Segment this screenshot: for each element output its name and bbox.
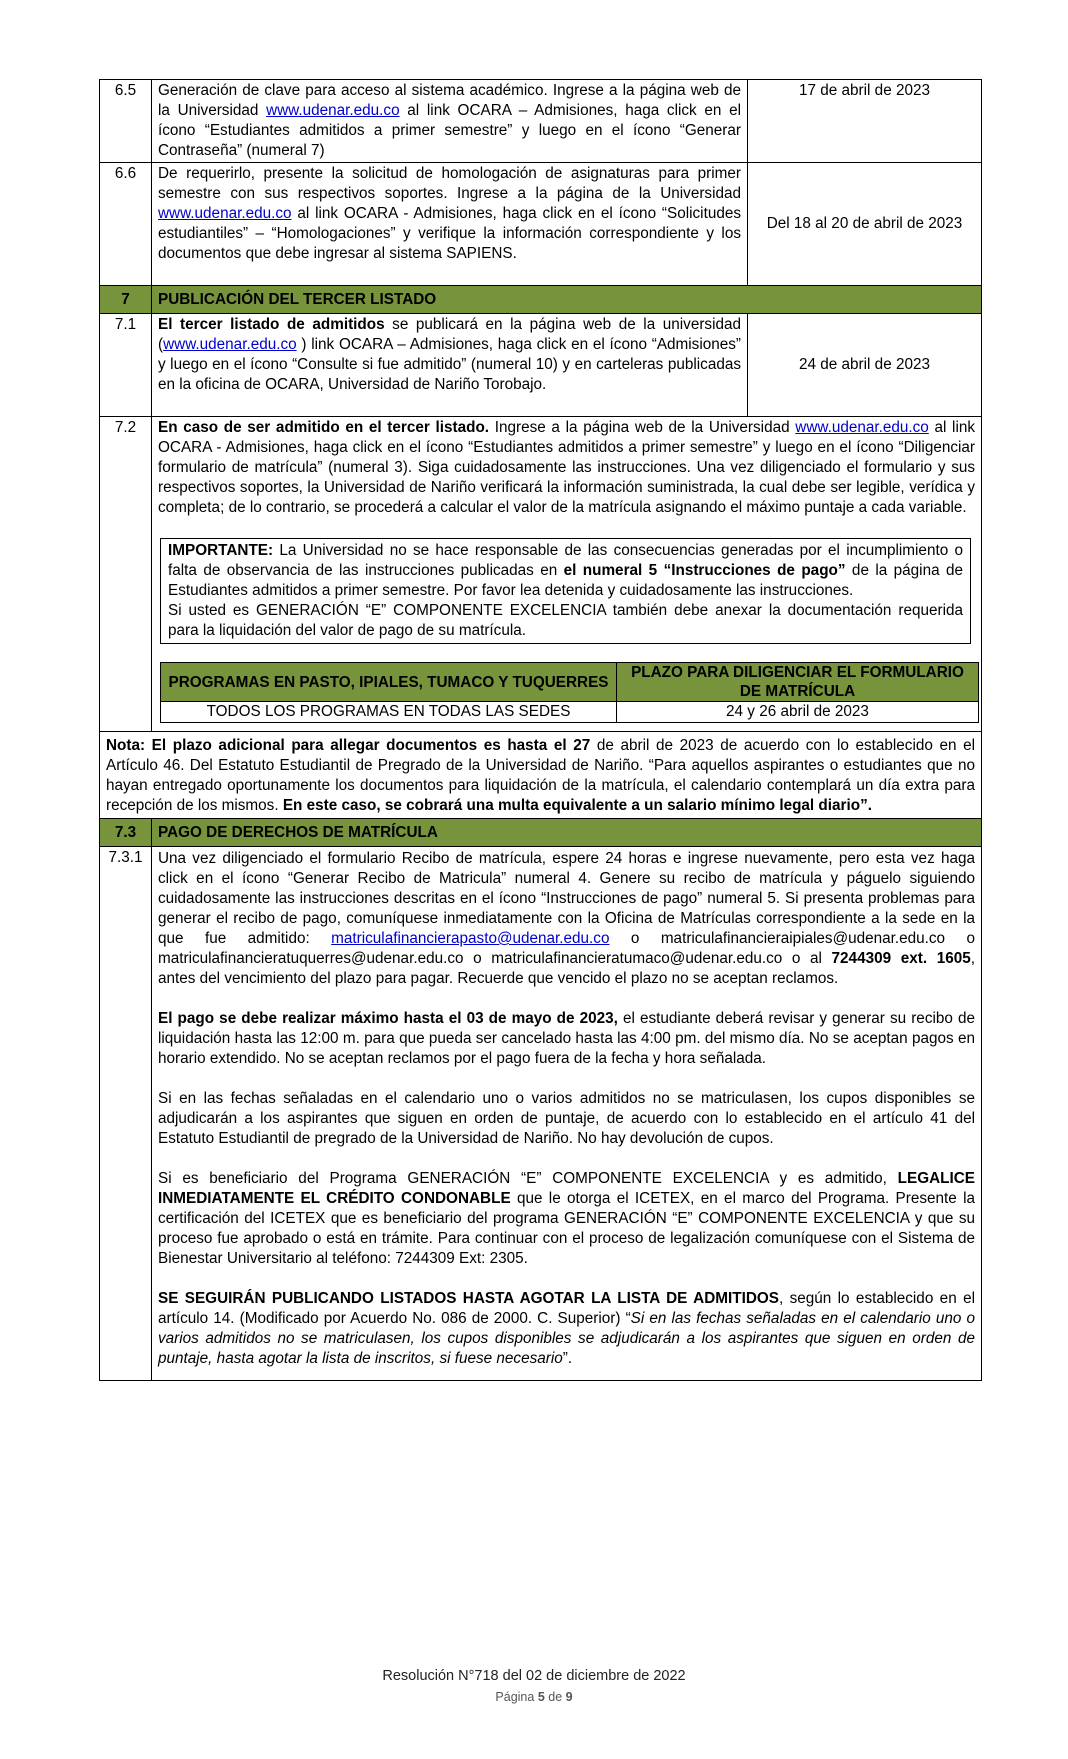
note-row bbox=[100, 732, 982, 819]
schedule-table bbox=[99, 79, 982, 1381]
section-header-row bbox=[100, 286, 982, 314]
section-title: PAGO DE DERECHOS DE MATRÍCULA bbox=[152, 819, 982, 847]
row-date: 17 de abril de 2023 bbox=[748, 80, 982, 163]
udenar-link[interactable]: www.udenar.edu.co bbox=[795, 419, 929, 436]
footer-page-number: Página 5 de 9 bbox=[495, 1690, 573, 1704]
table-row bbox=[100, 417, 982, 732]
note-text: Nota: El plazo adicional para allegar documentos es hasta el 27 de abril de 2023 de acuerdo con lo establecido en el Artículo 46. Del Estatuto Estudiantil de Pregrado de la Universidad de Nariño. “Para aquellos aspirantes o estudiantes que no hayan entregado oportunamente los documentos para liquidación de la matrícula, el calendario contemplará un día extra para recepción de los mismos. En este caso, se cobrará una multa equivalente a un salario mínimo legal diario”. bbox=[100, 732, 982, 819]
deadline-table bbox=[160, 662, 979, 723]
section-header-row bbox=[100, 819, 982, 847]
footer-resolution: Resolución N°718 del 02 de diciembre de 2022 bbox=[382, 1668, 686, 1684]
row-description: De requerirlo, presente la solicitud de homologación de asignaturas para primer semestre con sus respectivos soportes. Ingrese a la página de la Universidad www.udenar.edu.co al link OCARA - Admisiones, haga click en el ícono “Solicitudes estudiantiles” – “Homologaciones” y verifique la información correspondiente y los documentos que debe ingresar al sistema SAPIENS. bbox=[152, 163, 748, 286]
table-row bbox=[100, 163, 982, 286]
table-row bbox=[100, 847, 982, 1381]
udenar-link[interactable]: www.udenar.edu.co bbox=[163, 336, 297, 353]
udenar-link[interactable]: www.udenar.edu.co bbox=[158, 205, 292, 222]
row-date: 24 de abril de 2023 bbox=[748, 314, 982, 417]
row-description: Una vez diligenciado el formulario Recibo de matrícula, espere 24 horas e ingrese nuevamente, pero esta vez haga click en el ícono “Generar Recibo de Matricula” numeral 4. Genere su recibo de matrícula y páguelo siguiendo cuidadosamente las instrucciones descritas en el ícono “Instrucciones de pago” numeral 5. Si presenta problemas para generar el recibo de pago, comuníquese inmediatamente con la Oficina de Matrículas correspondiente a la sede en la que fue admitido: matriculafinancierapasto@udenar.edu.co o matriculafinancieraipiales@udenar.edu.co o matriculafinancieratuquerres@udenar.edu.co o matriculafinancieratumaco@udenar.edu.co o al 7244309 ext. 1605, antes del vencimiento del plazo para pagar. Recuerde que vencido el plazo no se aceptan reclamos. El pago se debe realizar máximo hasta el 03 de mayo de 2023, el estudiante deberá revisar y generar su recibo de liquidación hasta las 12:00 m. para que pueda ser cancelado hasta las 4:00 pm. del mismo día. No se aceptan pagos en horario extendido. No se aceptan reclamos por el pago fuera de la fecha y hora señalada. Si en las fechas señaladas en el calendario uno o varios admitidos no se matriculasen, los cupos disponibles se adjudicarán a los aspirantes que siguen en orden de puntaje, de acuerdo con lo establecido en el artículo 41 del Estatuto Estudiantil de pregrado de la Universidad de Nariño. No hay devolución de cupos. Si es beneficiario del Programa GENERACIÓN “E” COMPONENTE EXCELENCIA y es admitido, LEGALICE INMEDIATAMENTE EL CRÉDITO CONDONABLE que le otorga el ICETEX, en el marco del Programa. Presente la certificación del ICETEX que es beneficiario del programa GENERACIÓN “E” COMPONENTE EXCELENCIA y que su proceso fue aprobado o está en trámite. Para continuar con el proceso de legalización comuníquese con el Sistema de Bienestar Universitario al teléfono: 7244309 Ext: 2305. SE SEGUIRÁN PUBLICANDO LISTADOS HASTA AGOTAR LA LISTA DE ADMITIDOS, según lo establecido en el artículo 14. (Modificado por Acuerdo No. 086 de 2000. C. Superior) “Si en las fechas señaladas en el calendario uno o varios admitidos no se matriculasen, los cupos disponibles se adjudicarán a los aspirantes que siguen en orden de puntaje, hasta agotar la lista de inscritos, si fuese necesario”. bbox=[152, 847, 982, 1381]
row-description: Generación de clave para acceso al sistema académico. Ingrese a la página web de la Universidad www.udenar.edu.co al link OCARA – Admisiones, haga click en el ícono “Estudiantes admitidos a primer semestre” y luego en el ícono “Generar Contraseña” (numeral 7) bbox=[152, 80, 748, 163]
row-date: Del 18 al 20 de abril de 2023 bbox=[748, 163, 982, 286]
important-notice-box: IMPORTANTE: La Universidad no se hace responsable de las consecuencias generadas por el incumplimiento o falta de observancia de las instrucciones publicadas en el numeral 5 “Instrucciones de pago” de la página de Estudiantes admitidos a primer semestre. Por favor lea detenida y cuidadosamente las instrucciones. Si usted es GENERACIÓN “E” COMPONENTE EXCELENCIA también debe anexar la documentación requerida para la liquidación del valor de pago de su matrícula. bbox=[160, 538, 971, 644]
row-number: 7.3.1 bbox=[100, 847, 152, 1381]
row-number: 7.1 bbox=[100, 314, 152, 417]
deadline-table-cell-programs: TODOS LOS PROGRAMAS EN TODAS LAS SEDES bbox=[161, 702, 617, 723]
deadline-table-cell-deadline: 24 y 26 abril de 2023 bbox=[617, 702, 979, 723]
udenar-link[interactable]: www.udenar.edu.co bbox=[266, 102, 400, 119]
row-number: 6.5 bbox=[100, 80, 152, 163]
section-title: PUBLICACIÓN DEL TERCER LISTADO bbox=[152, 286, 982, 314]
row-number: 7.2 bbox=[100, 417, 152, 732]
deadline-table-header-deadline: PLAZO PARA DILIGENCIAR EL FORMULARIO DE MATRÍCULA bbox=[617, 663, 979, 702]
row-description: En caso de ser admitido en el tercer listado. Ingrese a la página web de la Universidad www.udenar.edu.co al link OCARA - Admisiones, haga click en el ícono “Estudiantes admitidos a primer semestre” y luego en el ícono “Diligenciar formulario de matrícula” (numeral 3). Siga cuidadosamente las instrucciones. Una vez diligenciado el formulario y sus respectivos soportes, la Universidad de Nariño verificará la información suministrada, la cual debe ser legible, verídica y completa; de lo contrario, se procederá a calcular el valor de la matrícula asignando el máximo puntaje a cada variable. IMPORTANTE: La Universidad no se hace responsable de las consecuencias generadas por el incumplimiento o falta de observancia de las instrucciones publicadas en el numeral 5 “Instrucciones de pago” de la página de Estudiantes admitidos a primer semestre. Por favor lea detenida y cuidadosamente las instrucciones. Si usted es GENERACIÓN “E” COMPONENTE EXCELENCIA también debe anexar la documentación requerida para la liquidación del valor de pago de su matrícula. PROGRAMAS EN PASTO, IPIALES, TUMACO Y TUQUERRES PLAZO PARA DILIGENCIAR EL FORMULARIO DE MATRÍCULA TODOS LOS PROGRAMAS EN TODAS LAS SEDES 24 y 26 abril de 2023 bbox=[152, 417, 982, 732]
row-description: El tercer listado de admitidos se publicará en la página web de la universidad (www.udenar.edu.co ) link OCARA – Admisiones, haga click en el ícono “Admisiones” y luego en el ícono “Consulte si fue admitido” (numeral 10) y en carteleras publicadas en la oficina de OCARA, Universidad de Nariño Torobajo. bbox=[152, 314, 748, 417]
section-number: 7 bbox=[100, 286, 152, 314]
table-row bbox=[100, 314, 982, 417]
email-pasto-link[interactable]: matriculafinancierapasto@udenar.edu.co bbox=[331, 930, 610, 947]
deadline-table-header-programs: PROGRAMAS EN PASTO, IPIALES, TUMACO Y TUQUERRES bbox=[161, 663, 617, 702]
row-number: 6.6 bbox=[100, 163, 152, 286]
table-row bbox=[100, 80, 982, 163]
section-number: 7.3 bbox=[100, 819, 152, 847]
